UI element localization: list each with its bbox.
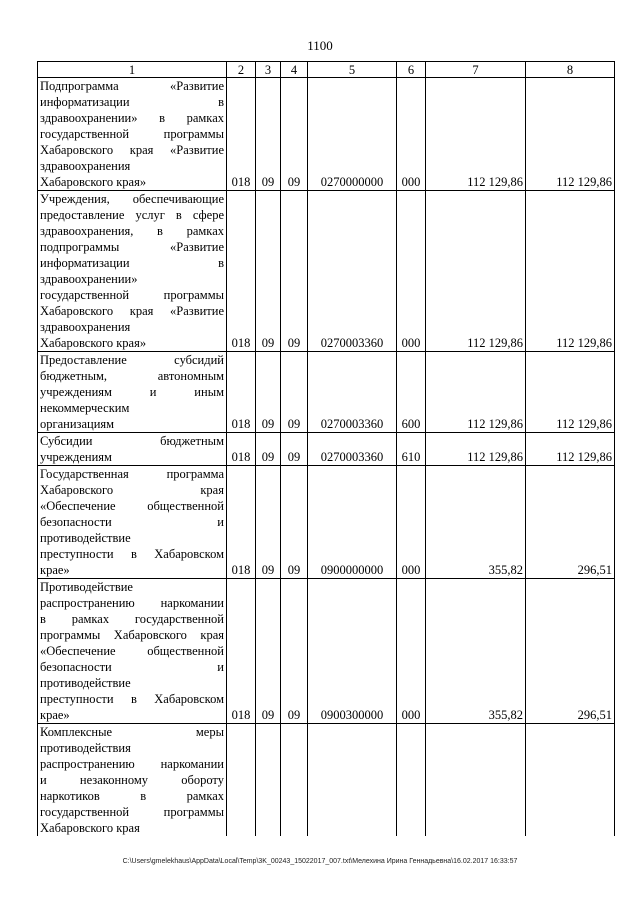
amount-col8-cell: 296,51: [526, 579, 615, 724]
column-header: 5: [308, 62, 397, 78]
amount-col8-cell: [526, 724, 615, 837]
target-article-code-cell: 0270000000: [308, 78, 397, 191]
table-row: [38, 78, 615, 191]
expense-type-code-cell: 610: [397, 433, 426, 466]
column-header: 1: [38, 62, 227, 78]
subsection-code-cell: 09: [281, 579, 308, 724]
row-name-line: Подпрограмма «Развитие: [40, 79, 224, 93]
row-name-line: некоммерческим: [40, 401, 130, 415]
subsection-code-cell: 09: [281, 191, 308, 352]
page-number: 1100: [307, 38, 333, 53]
row-name-line: учреждениям: [40, 450, 112, 464]
row-name-line: противодействие: [40, 531, 131, 545]
column-header: 2: [227, 62, 256, 78]
subsection-code-cell: 09: [281, 352, 308, 433]
row-name-line: государственной программы: [40, 288, 224, 302]
expense-type-code-cell: 000: [397, 466, 426, 579]
row-name-line: Хабаровского края»: [40, 175, 147, 189]
column-header: 4: [281, 62, 308, 78]
row-name-line: крае»: [40, 708, 70, 722]
section-code-cell: 09: [256, 78, 281, 191]
row-name-line: Субсидии бюджетным: [40, 434, 224, 448]
row-name-line: преступности в Хабаровском: [40, 547, 224, 561]
row-name-line: Хабаровского края «Развитие: [40, 143, 224, 157]
row-name-line: Комплексные меры: [40, 725, 224, 739]
row-name-line: здравоохранения, в рамках: [40, 224, 224, 238]
column-header: 8: [526, 62, 615, 78]
section-code-cell: 09: [256, 466, 281, 579]
amount-col7-cell: 355,82: [426, 579, 526, 724]
row-name-line: учреждениям и иным: [40, 385, 224, 399]
expense-type-code-cell: 000: [397, 579, 426, 724]
row-name-line: здравоохранении» в рамках: [40, 111, 224, 125]
gr-code-cell: [227, 724, 256, 837]
expense-type-code-cell: 000: [397, 191, 426, 352]
gr-code-cell: 018: [227, 191, 256, 352]
row-name-line: предоставление услуг в сфере: [40, 208, 224, 222]
budget-table: [37, 61, 615, 836]
amount-col7-cell: 112 129,86: [426, 352, 526, 433]
row-name-line: крае»: [40, 563, 70, 577]
amount-col7-cell: 112 129,86: [426, 433, 526, 466]
row-name-line: Хабаровского края»: [40, 336, 147, 350]
row-name-line: здравоохранения: [40, 159, 131, 173]
row-name-line: организациям: [40, 417, 115, 431]
row-name-line: здравоохранении»: [40, 272, 138, 286]
row-name-cell: [38, 724, 227, 837]
amount-col7-cell: 112 129,86: [426, 78, 526, 191]
expense-type-code-cell: [397, 724, 426, 837]
row-name-cell: [38, 191, 227, 352]
row-name-line: здравоохранения: [40, 320, 131, 334]
row-name-line: безопасности и: [40, 660, 224, 674]
subsection-code-cell: 09: [281, 433, 308, 466]
section-code-cell: 09: [256, 433, 281, 466]
row-name-line: подпрограммы «Развитие: [40, 240, 224, 254]
row-name-line: Противодействие: [40, 580, 133, 594]
subsection-code-cell: [281, 724, 308, 837]
row-name-cell: [38, 78, 227, 191]
table-row: [38, 352, 615, 433]
row-name-cell: [38, 466, 227, 579]
amount-col7-cell: 355,82: [426, 466, 526, 579]
table-row: [38, 466, 615, 579]
row-name-cell: [38, 352, 227, 433]
target-article-code-cell: 0900000000: [308, 466, 397, 579]
row-name-line: «Обеспечение общественной: [40, 499, 224, 513]
row-name-line: и незаконному обороту: [40, 773, 224, 787]
row-name-line: «Обеспечение общественной: [40, 644, 224, 658]
row-name-line: информатизации в: [40, 95, 224, 109]
row-name-line: распространению наркомании: [40, 757, 224, 771]
column-header: 6: [397, 62, 426, 78]
expense-type-code-cell: 600: [397, 352, 426, 433]
row-name-line: наркотиков в рамках: [40, 789, 224, 803]
amount-col7-cell: 112 129,86: [426, 191, 526, 352]
table-row: [38, 724, 615, 837]
row-name-line: Государственная программа: [40, 467, 224, 481]
row-name-line: программы Хабаровского края: [40, 628, 224, 642]
amount-col8-cell: 112 129,86: [526, 352, 615, 433]
gr-code-cell: 018: [227, 579, 256, 724]
table-header-row: [38, 62, 615, 78]
gr-code-cell: 018: [227, 78, 256, 191]
target-article-code-cell: 0270003360: [308, 433, 397, 466]
section-code-cell: 09: [256, 579, 281, 724]
row-name-line: Предоставление субсидий: [40, 353, 224, 367]
row-name-line: преступности в Хабаровском: [40, 692, 224, 706]
row-name-line: противодействия: [40, 741, 131, 755]
gr-code-cell: 018: [227, 433, 256, 466]
row-name-line: Хабаровского края: [40, 483, 224, 497]
row-name-line: Хабаровского края: [40, 821, 140, 835]
row-name-line: в рамках государственной: [40, 612, 224, 626]
section-code-cell: 09: [256, 191, 281, 352]
row-name-line: Хабаровского края «Развитие: [40, 304, 224, 318]
target-article-code-cell: 0900300000: [308, 579, 397, 724]
section-code-cell: [256, 724, 281, 837]
amount-col8-cell: 112 129,86: [526, 78, 615, 191]
row-name-cell: [38, 579, 227, 724]
subsection-code-cell: 09: [281, 78, 308, 191]
target-article-code-cell: [308, 724, 397, 837]
amount-col8-cell: 112 129,86: [526, 191, 615, 352]
row-name-line: информатизации в: [40, 256, 224, 270]
row-name-line: безопасности и: [40, 515, 224, 529]
row-name-cell: [38, 433, 227, 466]
section-code-cell: 09: [256, 352, 281, 433]
column-header: 3: [256, 62, 281, 78]
row-name-line: Учреждения, обеспечивающие: [40, 192, 224, 206]
target-article-code-cell: 0270003360: [308, 352, 397, 433]
table-row: [38, 191, 615, 352]
gr-code-cell: 018: [227, 352, 256, 433]
row-name-line: бюджетным, автономным: [40, 369, 224, 383]
column-header: 7: [426, 62, 526, 78]
row-name-line: распространению наркомании: [40, 596, 224, 610]
row-name-line: государственной программы: [40, 805, 224, 819]
subsection-code-cell: 09: [281, 466, 308, 579]
row-name-line: государственной программы: [40, 127, 224, 141]
target-article-code-cell: 0270003360: [308, 191, 397, 352]
row-name-line: противодействие: [40, 676, 131, 690]
amount-col8-cell: 112 129,86: [526, 433, 615, 466]
gr-code-cell: 018: [227, 466, 256, 579]
table-row: [38, 579, 615, 724]
file-path-footer: C:\Users\gmelekhaus\AppData\Local\Temp\3K_00243_15022017_007.txt\Мелехина Ирина Геннадьевна\16.02.2017 16:33:57: [122, 858, 518, 865]
table-row: [38, 433, 615, 466]
amount-col7-cell: [426, 724, 526, 837]
expense-type-code-cell: 000: [397, 78, 426, 191]
amount-col8-cell: 296,51: [526, 466, 615, 579]
